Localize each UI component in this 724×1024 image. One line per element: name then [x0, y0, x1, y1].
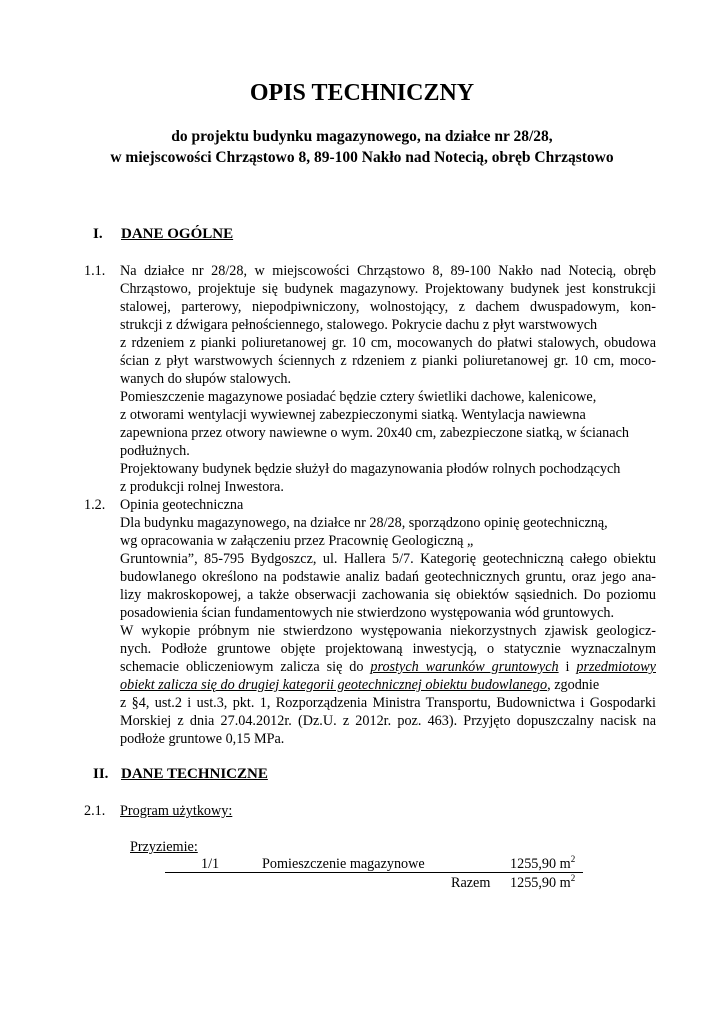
text-line — [120, 658, 656, 676]
page-title: OPIS TECHNICZNY — [249, 80, 475, 106]
table-divider — [165, 872, 583, 873]
room-number: 1/1 — [201, 856, 220, 872]
emphasis-text: obiekt zalicza się do drugiej kategorii geotechnicznej obiektu budowlanego — [120, 677, 548, 693]
subtitle-line-2: w miejscowości Chrząstowo 8, 89-100 Nakło nad Notecią, obręb Chrząstowo — [110, 149, 614, 166]
text-line: strukcji z dźwigara pełnościennego, stalowego. Pokrycie dachu z płyt warstwowych — [120, 317, 598, 333]
text-line: lizy makroskopowej, a także obserwacji zachowania się obiektów sąsiednich. Do poziomu — [120, 587, 656, 603]
unit-superscript: 2 — [570, 873, 576, 883]
section-2-title: DANE TECHNICZNE — [121, 766, 268, 782]
text-line: podłoże gruntowe 0,15 MPa. — [120, 731, 285, 747]
paragraph-heading: Opinia geotechniczna — [120, 497, 244, 513]
text-fragment: schemacie obliczeniowym zalicza się do — [120, 659, 371, 675]
text-line: ścian z płyt warstwowych ściennych z rdzeniem z pianki poliuretanowej gr. 10 cm, moco- — [120, 353, 656, 369]
text-line: posadowienia ścian fundamentowych nie stwierdzono występowania wód gruntowych. — [120, 605, 615, 621]
total-label: Razem — [451, 875, 491, 891]
text-line: zapewniona przez otwory nawiewne o wym. 20x40 cm, zabezpieczone siatką, w ścianach — [120, 425, 629, 441]
emphasis-text: przedmiotowy — [576, 659, 656, 675]
text-fragment: , zgodnie — [547, 677, 600, 693]
floor-label: Przyziemie: — [130, 839, 198, 855]
section-1-title: DANE OGÓLNE — [121, 226, 234, 242]
text-line: Chrząstowo, projektuje się budynek magazynowy. Projektowany budynek jest konstrukcji — [120, 281, 656, 297]
text-line: z otworami wentylacji wywiewnej zabezpieczonymi siatką. Wentylacja nawiewna — [120, 407, 586, 423]
text-line — [120, 676, 656, 694]
subtitle-line-1: do projektu budynku magazynowego, na działce nr 28/28, — [171, 128, 553, 145]
text-line: Morskiej z dnia 27.04.2012r. (Dz.U. z 2012r. poz. 463). Przyjęto dopuszczalny nacisk na — [120, 713, 656, 729]
room-name: Pomieszczenie magazynowe — [262, 856, 425, 872]
text-line: Dla budynku magazynowego, na działce nr 28/28, sporządzono opinię geotechniczną, — [120, 515, 608, 531]
text-line: stalowej, parterowy, niepodpiwniczony, wolnostojący, z dachem dwuspadowym, kon- — [120, 299, 656, 315]
text-line: z §4, ust.2 i ust.3, pkt. 1, Rozporządzenia Ministra Transportu, Budownictwa i Gospodarki — [120, 695, 656, 711]
paragraph-2-1-number: 2.1. — [84, 803, 106, 819]
paragraph-2-1-heading: Program użytkowy: — [120, 803, 233, 819]
room-area — [510, 855, 575, 873]
unit-superscript: 2 — [570, 854, 576, 864]
text-line: wg opracowania w załączeniu przez Pracownię Geologiczną „ — [120, 533, 474, 549]
paragraph-1-1-number: 1.1. — [84, 263, 106, 279]
text-line: z produkcji rolnej Inwestora. — [120, 479, 284, 495]
text-line: budowlanego określono na podstawie analiz badań geotechnicznych gruntu, oraz jego ana- — [120, 569, 656, 585]
area-value: 1255,90 m — [510, 856, 571, 872]
paragraph-1-2 — [120, 496, 656, 748]
section-2-number: II. — [93, 766, 109, 782]
text-line: Pomieszczenie magazynowe posiadać będzie cztery świetliki dachowe, kalenicowe, — [120, 389, 597, 405]
text-line: Projektowany budynek będzie służył do magazynowania płodów rolnych pochodzących — [120, 461, 621, 477]
section-1-number: I. — [93, 226, 103, 242]
text-fragment: i — [558, 659, 577, 675]
text-line: nych. Podłoże gruntowe objęte projektowaną inwestycją, o statycznie wyznaczalnym — [120, 641, 656, 657]
text-line: wanych do słupów stalowych. — [120, 371, 292, 387]
text-line: W wykopie próbnym nie stwierdzono występowania niekorzystnych zjawisk geologicz- — [120, 623, 656, 639]
emphasis-text: prostych warunków gruntowych — [370, 659, 559, 675]
text-line: podłużnych. — [120, 443, 190, 459]
total-area — [510, 874, 575, 892]
text-line: Na działce nr 28/28, w miejscowości Chrząstowo 8, 89-100 Nakło nad Notecią, obręb — [120, 263, 656, 279]
text-line: Gruntownia”, 85-795 Bydgoszcz, ul. Hallera 5/7. Kategorię geotechniczną całego obiektu — [120, 551, 656, 567]
paragraph-1-1 — [120, 262, 656, 496]
text-line: z rdzeniem z pianki poliuretanowej gr. 10 cm, mocowanych do płatwi stalowych, obudowa — [120, 335, 656, 351]
paragraph-1-2-number: 1.2. — [84, 497, 106, 513]
area-value: 1255,90 m — [510, 875, 571, 891]
